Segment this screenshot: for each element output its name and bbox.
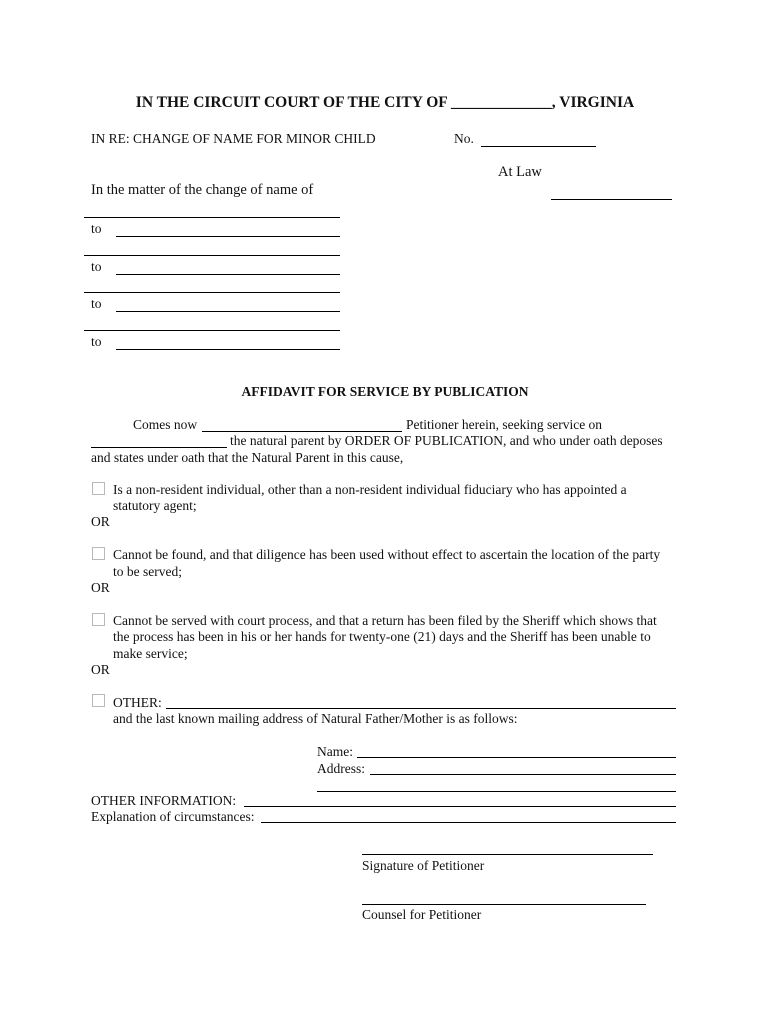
or-label-2: OR [91,580,110,595]
old-name-field-2[interactable] [84,255,340,256]
option-cannot-served-line1: Cannot be served with court process, and that a return has been filed by the Sheriff which shows that [113,613,657,628]
petitioner-signature-field[interactable] [362,854,653,855]
cannot-be-served-checkbox[interactable] [92,613,105,626]
option-cannot-served-line3: make service; [113,646,188,661]
counsel-signature-field[interactable] [362,904,646,905]
explanation-label: Explanation of circumstances: [91,809,255,824]
old-name-field-1[interactable] [84,217,340,218]
new-name-field-2[interactable] [116,274,340,275]
address-label: Address: [317,761,365,776]
case-number-label: No. [454,131,474,146]
parent-address-field-2[interactable] [317,791,676,792]
in-re-caption: IN RE: CHANGE OF NAME FOR MINOR CHILD [91,131,376,146]
cannot-be-found-checkbox[interactable] [92,547,105,560]
intro-line3: and states under oath that the Natural Parent in this cause, [91,450,404,465]
option-non-resident-line2: statutory agent; [113,498,197,513]
affidavit-heading: AFFIDAVIT FOR SERVICE BY PUBLICATION [241,384,529,399]
signature-label: Signature of Petitioner [362,858,485,873]
new-name-field-1[interactable] [116,236,340,237]
court-title: IN THE CIRCUIT COURT OF THE CITY OF _____________, VIRGINIA [135,94,635,111]
petitioner-name-field[interactable] [202,431,402,432]
matter-label: In the matter of the change of name of [91,182,314,198]
other-information-label: OTHER INFORMATION: [91,793,237,808]
other-label: OTHER: [113,695,162,710]
counsel-label: Counsel for Petitioner [362,907,482,922]
old-name-field-3[interactable] [84,292,340,293]
other-information-field[interactable] [244,806,676,807]
case-number-field[interactable] [481,146,596,147]
option-cannot-served-line2: the process has been in his or her hands for twenty-one (21) days and the Sheriff has been unable to [113,629,651,644]
other-field[interactable] [166,708,676,709]
name-label: Name: [317,744,353,759]
explanation-field[interactable] [261,822,676,823]
at-law-field[interactable] [551,199,672,200]
option-non-resident-line1: Is a non-resident individual, other than a non-resident individual fiduciary who has appointed a [113,482,627,497]
other-checkbox[interactable] [92,694,105,707]
non-resident-checkbox[interactable] [92,482,105,495]
to-label-4: to [91,334,102,349]
or-label-3: OR [91,662,110,677]
to-label-1: to [91,221,102,236]
intro-line1-end: Petitioner herein, seeking service on [406,417,603,432]
old-name-field-4[interactable] [84,330,340,331]
new-name-field-4[interactable] [116,349,340,350]
new-name-field-3[interactable] [116,311,340,312]
served-party-field[interactable] [91,447,227,448]
option-cannot-found-line2: to be served; [113,564,182,579]
parent-name-field[interactable] [357,757,676,758]
parent-address-field-1[interactable] [370,774,676,775]
or-label-1: OR [91,514,110,529]
option-cannot-found-line1: Cannot be found, and that diligence has been used without effect to ascertain the location of the party [113,547,661,562]
to-label-3: to [91,296,102,311]
intro-line2: the natural parent by ORDER OF PUBLICATION, and who under oath deposes [230,433,663,448]
to-label-2: to [91,259,102,274]
at-law-label: At Law [498,164,542,180]
mailing-address-text: and the last known mailing address of Natural Father/Mother is as follows: [113,711,518,726]
intro-comes-now: Comes now [133,417,198,432]
